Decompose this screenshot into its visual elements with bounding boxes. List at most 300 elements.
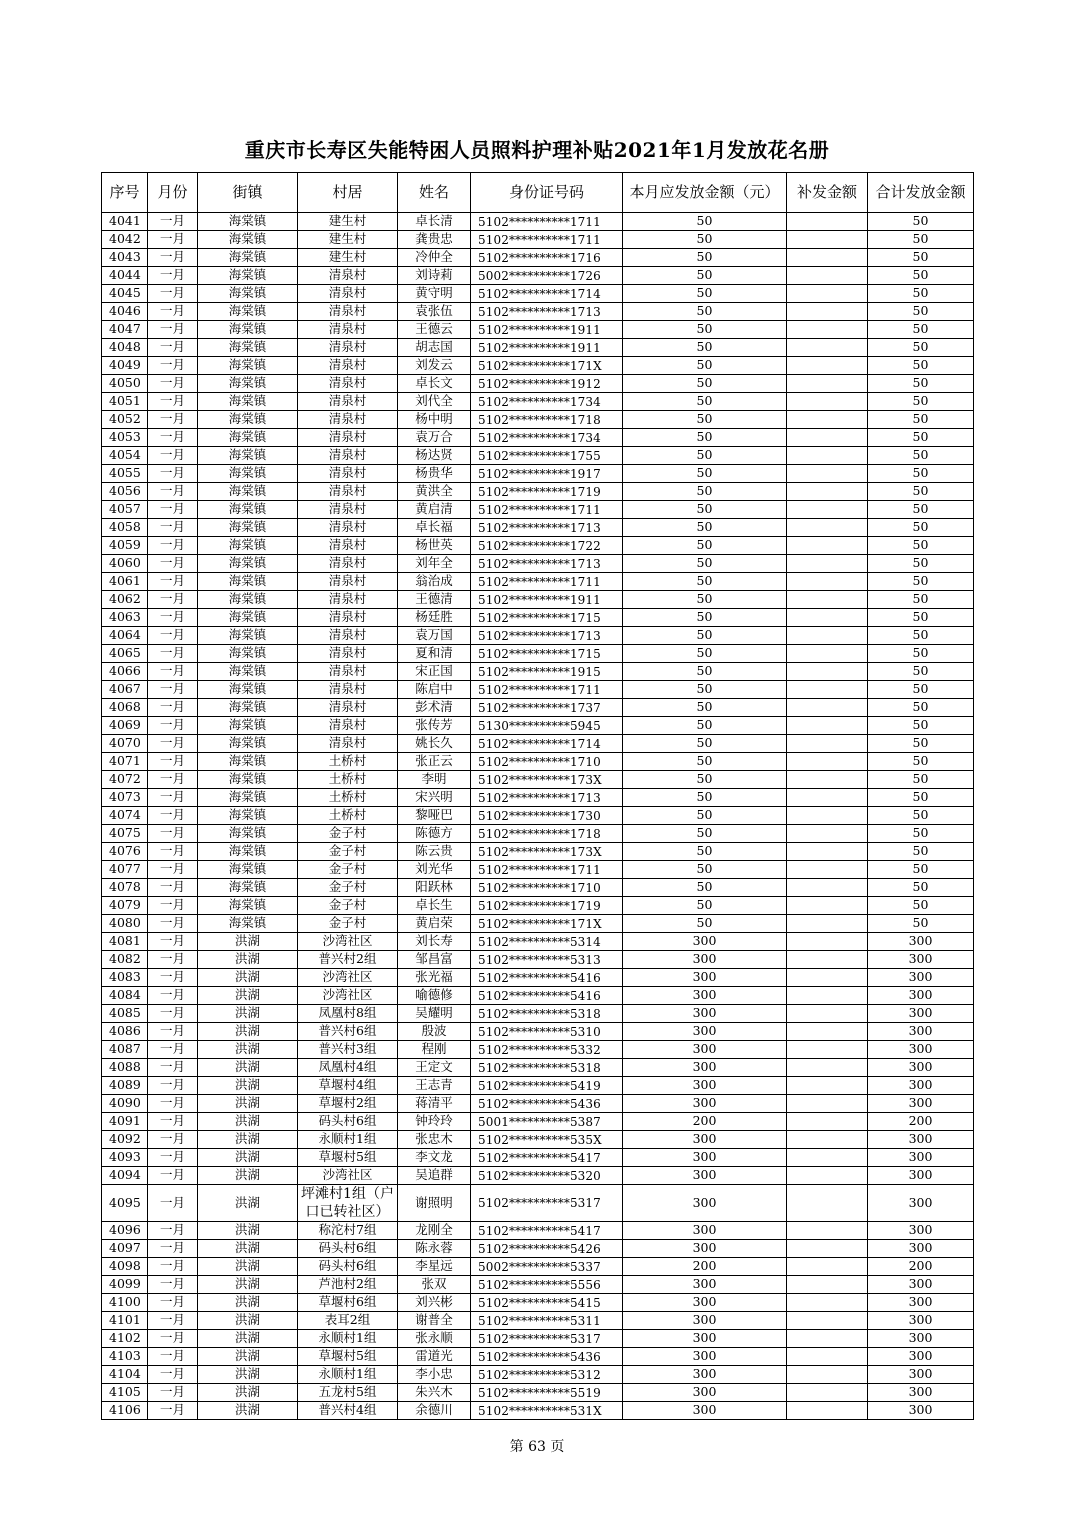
cell-total: 300 bbox=[868, 1330, 974, 1348]
cell-total: 50 bbox=[868, 213, 974, 231]
cell-back-pay bbox=[787, 843, 868, 861]
cell-seq: 4091 bbox=[102, 1113, 148, 1131]
cell-total: 300 bbox=[868, 1023, 974, 1041]
cell-total: 50 bbox=[868, 699, 974, 717]
cell-village: 清泉村 bbox=[298, 501, 398, 519]
cell-id-number: 5102**********1713 bbox=[471, 519, 623, 537]
cell-total: 300 bbox=[868, 1059, 974, 1077]
page-number: 第 63 页 bbox=[509, 1439, 565, 1455]
cell-town: 洪湖 bbox=[198, 933, 298, 951]
cell-amount-due: 300 bbox=[623, 987, 787, 1005]
header-id-number: 身份证号码 bbox=[471, 173, 623, 213]
table-row bbox=[102, 915, 974, 933]
table-row bbox=[102, 1059, 974, 1077]
table-row bbox=[102, 1240, 974, 1258]
cell-month: 一月 bbox=[148, 1330, 198, 1348]
cell-month: 一月 bbox=[148, 1222, 198, 1240]
cell-month: 一月 bbox=[148, 969, 198, 987]
cell-amount-due: 50 bbox=[623, 591, 787, 609]
cell-village: 清泉村 bbox=[298, 627, 398, 645]
cell-id-number: 5102**********173X bbox=[471, 771, 623, 789]
cell-seq: 4088 bbox=[102, 1059, 148, 1077]
cell-total: 50 bbox=[868, 393, 974, 411]
cell-amount-due: 200 bbox=[623, 1113, 787, 1131]
table-row bbox=[102, 1149, 974, 1167]
cell-total: 50 bbox=[868, 591, 974, 609]
cell-total: 300 bbox=[868, 1167, 974, 1185]
cell-month: 一月 bbox=[148, 1041, 198, 1059]
cell-back-pay bbox=[787, 339, 868, 357]
cell-seq: 4076 bbox=[102, 843, 148, 861]
cell-id-number: 5102**********1915 bbox=[471, 663, 623, 681]
cell-total: 50 bbox=[868, 537, 974, 555]
cell-name: 李小忠 bbox=[398, 1366, 471, 1384]
cell-amount-due: 50 bbox=[623, 735, 787, 753]
cell-id-number: 5102**********5332 bbox=[471, 1041, 623, 1059]
cell-name: 杨中明 bbox=[398, 411, 471, 429]
table-row bbox=[102, 213, 974, 231]
cell-month: 一月 bbox=[148, 699, 198, 717]
cell-village: 清泉村 bbox=[298, 699, 398, 717]
cell-name: 胡志国 bbox=[398, 339, 471, 357]
cell-town: 海棠镇 bbox=[198, 627, 298, 645]
cell-back-pay bbox=[787, 897, 868, 915]
cell-village: 清泉村 bbox=[298, 447, 398, 465]
cell-name: 王德云 bbox=[398, 321, 471, 339]
cell-id-number: 5102**********1917 bbox=[471, 465, 623, 483]
cell-seq: 4060 bbox=[102, 555, 148, 573]
cell-total: 50 bbox=[868, 663, 974, 681]
cell-amount-due: 50 bbox=[623, 429, 787, 447]
cell-town: 海棠镇 bbox=[198, 879, 298, 897]
cell-month: 一月 bbox=[148, 303, 198, 321]
cell-amount-due: 50 bbox=[623, 897, 787, 915]
cell-total: 50 bbox=[868, 375, 974, 393]
table-row bbox=[102, 249, 974, 267]
cell-name: 张忠木 bbox=[398, 1131, 471, 1149]
cell-town: 海棠镇 bbox=[198, 267, 298, 285]
cell-seq: 4048 bbox=[102, 339, 148, 357]
cell-month: 一月 bbox=[148, 1402, 198, 1420]
cell-town: 海棠镇 bbox=[198, 213, 298, 231]
cell-seq: 4075 bbox=[102, 825, 148, 843]
cell-id-number: 5102**********5417 bbox=[471, 1149, 623, 1167]
cell-total: 50 bbox=[868, 267, 974, 285]
cell-name: 袁万合 bbox=[398, 429, 471, 447]
cell-name: 黄启清 bbox=[398, 501, 471, 519]
cell-village: 普兴村6组 bbox=[298, 1023, 398, 1041]
cell-id-number: 5102**********5320 bbox=[471, 1167, 623, 1185]
cell-village: 清泉村 bbox=[298, 303, 398, 321]
cell-id-number: 5102**********1710 bbox=[471, 879, 623, 897]
cell-village: 草堰村5组 bbox=[298, 1149, 398, 1167]
cell-month: 一月 bbox=[148, 501, 198, 519]
cell-back-pay bbox=[787, 1312, 868, 1330]
table-row bbox=[102, 285, 974, 303]
table-row bbox=[102, 645, 974, 663]
cell-seq: 4058 bbox=[102, 519, 148, 537]
cell-seq: 4053 bbox=[102, 429, 148, 447]
cell-amount-due: 50 bbox=[623, 411, 787, 429]
cell-back-pay bbox=[787, 861, 868, 879]
cell-town: 洪湖 bbox=[198, 1059, 298, 1077]
cell-id-number: 5102**********1713 bbox=[471, 627, 623, 645]
cell-town: 洪湖 bbox=[198, 1077, 298, 1095]
cell-village: 清泉村 bbox=[298, 663, 398, 681]
cell-total: 50 bbox=[868, 501, 974, 519]
table-row bbox=[102, 789, 974, 807]
cell-id-number: 5102**********5314 bbox=[471, 933, 623, 951]
cell-name: 钟玲玲 bbox=[398, 1113, 471, 1131]
cell-month: 一月 bbox=[148, 951, 198, 969]
cell-id-number: 5102**********5318 bbox=[471, 1005, 623, 1023]
cell-amount-due: 50 bbox=[623, 717, 787, 735]
cell-total: 300 bbox=[868, 1348, 974, 1366]
cell-seq: 4047 bbox=[102, 321, 148, 339]
cell-amount-due: 50 bbox=[623, 915, 787, 933]
cell-town: 海棠镇 bbox=[198, 519, 298, 537]
cell-village: 永顺村1组 bbox=[298, 1366, 398, 1384]
cell-seq: 4105 bbox=[102, 1384, 148, 1402]
cell-month: 一月 bbox=[148, 321, 198, 339]
cell-village: 清泉村 bbox=[298, 357, 398, 375]
cell-id-number: 5102**********1911 bbox=[471, 339, 623, 357]
header-town: 街镇 bbox=[198, 173, 298, 213]
cell-total: 50 bbox=[868, 321, 974, 339]
cell-id-number: 5102**********5312 bbox=[471, 1366, 623, 1384]
cell-total: 300 bbox=[868, 1402, 974, 1420]
cell-month: 一月 bbox=[148, 429, 198, 447]
cell-month: 一月 bbox=[148, 285, 198, 303]
cell-month: 一月 bbox=[148, 1294, 198, 1312]
cell-total: 300 bbox=[868, 1240, 974, 1258]
cell-id-number: 5102**********1734 bbox=[471, 393, 623, 411]
cell-amount-due: 300 bbox=[623, 1348, 787, 1366]
table-row bbox=[102, 429, 974, 447]
cell-name: 宋正国 bbox=[398, 663, 471, 681]
cell-name: 王定文 bbox=[398, 1059, 471, 1077]
cell-name: 卓长文 bbox=[398, 375, 471, 393]
cell-month: 一月 bbox=[148, 735, 198, 753]
cell-name: 姚长久 bbox=[398, 735, 471, 753]
cell-seq: 4095 bbox=[102, 1185, 148, 1222]
cell-name: 阳跃林 bbox=[398, 879, 471, 897]
cell-town: 海棠镇 bbox=[198, 681, 298, 699]
cell-month: 一月 bbox=[148, 663, 198, 681]
cell-seq: 4062 bbox=[102, 591, 148, 609]
cell-name: 黎哑巴 bbox=[398, 807, 471, 825]
cell-month: 一月 bbox=[148, 933, 198, 951]
cell-name: 刘长寿 bbox=[398, 933, 471, 951]
cell-id-number: 5102**********1719 bbox=[471, 897, 623, 915]
cell-name: 程刚 bbox=[398, 1041, 471, 1059]
cell-total: 50 bbox=[868, 789, 974, 807]
cell-seq: 4046 bbox=[102, 303, 148, 321]
cell-amount-due: 50 bbox=[623, 285, 787, 303]
cell-total: 50 bbox=[868, 807, 974, 825]
cell-village: 码头村6组 bbox=[298, 1113, 398, 1131]
cell-amount-due: 300 bbox=[623, 1366, 787, 1384]
cell-village: 金子村 bbox=[298, 897, 398, 915]
cell-month: 一月 bbox=[148, 357, 198, 375]
cell-total: 300 bbox=[868, 987, 974, 1005]
table-row bbox=[102, 1294, 974, 1312]
cell-seq: 4054 bbox=[102, 447, 148, 465]
cell-seq: 4042 bbox=[102, 231, 148, 249]
cell-seq: 4069 bbox=[102, 717, 148, 735]
cell-id-number: 5102**********5419 bbox=[471, 1077, 623, 1095]
cell-seq: 4049 bbox=[102, 357, 148, 375]
cell-seq: 4052 bbox=[102, 411, 148, 429]
cell-town: 海棠镇 bbox=[198, 339, 298, 357]
cell-name: 夏和清 bbox=[398, 645, 471, 663]
cell-town: 海棠镇 bbox=[198, 249, 298, 267]
cell-seq: 4089 bbox=[102, 1077, 148, 1095]
cell-name: 宋兴明 bbox=[398, 789, 471, 807]
cell-seq: 4078 bbox=[102, 879, 148, 897]
cell-amount-due: 300 bbox=[623, 1095, 787, 1113]
table-row bbox=[102, 357, 974, 375]
cell-back-pay bbox=[787, 1222, 868, 1240]
cell-amount-due: 50 bbox=[623, 627, 787, 645]
table-row bbox=[102, 1167, 974, 1185]
cell-village: 凤凰村8组 bbox=[298, 1005, 398, 1023]
table-row bbox=[102, 807, 974, 825]
cell-amount-due: 300 bbox=[623, 951, 787, 969]
cell-month: 一月 bbox=[148, 1312, 198, 1330]
cell-amount-due: 50 bbox=[623, 519, 787, 537]
cell-amount-due: 50 bbox=[623, 843, 787, 861]
header-village: 村居 bbox=[298, 173, 398, 213]
cell-total: 50 bbox=[868, 915, 974, 933]
cell-village: 码头村6组 bbox=[298, 1258, 398, 1276]
cell-id-number: 5102**********1713 bbox=[471, 555, 623, 573]
cell-month: 一月 bbox=[148, 717, 198, 735]
cell-total: 200 bbox=[868, 1113, 974, 1131]
cell-month: 一月 bbox=[148, 555, 198, 573]
cell-back-pay bbox=[787, 1330, 868, 1348]
cell-id-number: 5002**********5337 bbox=[471, 1258, 623, 1276]
cell-month: 一月 bbox=[148, 789, 198, 807]
cell-month: 一月 bbox=[148, 519, 198, 537]
cell-id-number: 5102**********1711 bbox=[471, 861, 623, 879]
cell-month: 一月 bbox=[148, 231, 198, 249]
cell-name: 张正云 bbox=[398, 753, 471, 771]
cell-amount-due: 200 bbox=[623, 1258, 787, 1276]
cell-back-pay bbox=[787, 447, 868, 465]
cell-name: 陈云贵 bbox=[398, 843, 471, 861]
cell-village: 永顺村1组 bbox=[298, 1330, 398, 1348]
table-row bbox=[102, 573, 974, 591]
cell-village: 清泉村 bbox=[298, 411, 398, 429]
cell-village: 清泉村 bbox=[298, 267, 398, 285]
cell-amount-due: 50 bbox=[623, 753, 787, 771]
cell-amount-due: 300 bbox=[623, 1294, 787, 1312]
cell-total: 50 bbox=[868, 447, 974, 465]
cell-total: 50 bbox=[868, 483, 974, 501]
cell-back-pay bbox=[787, 807, 868, 825]
cell-back-pay bbox=[787, 1167, 868, 1185]
cell-amount-due: 50 bbox=[623, 447, 787, 465]
cell-back-pay bbox=[787, 1077, 868, 1095]
cell-id-number: 5102**********1722 bbox=[471, 537, 623, 555]
cell-amount-due: 50 bbox=[623, 861, 787, 879]
cell-amount-due: 50 bbox=[623, 339, 787, 357]
cell-name: 雷道光 bbox=[398, 1348, 471, 1366]
cell-total: 300 bbox=[868, 1005, 974, 1023]
table-row bbox=[102, 339, 974, 357]
cell-id-number: 5102**********5519 bbox=[471, 1384, 623, 1402]
cell-amount-due: 300 bbox=[623, 1005, 787, 1023]
cell-total: 300 bbox=[868, 1149, 974, 1167]
cell-town: 洪湖 bbox=[198, 1330, 298, 1348]
cell-name: 朱兴木 bbox=[398, 1384, 471, 1402]
cell-village: 清泉村 bbox=[298, 717, 398, 735]
cell-amount-due: 50 bbox=[623, 573, 787, 591]
cell-id-number: 5102**********1711 bbox=[471, 213, 623, 231]
cell-amount-due: 50 bbox=[623, 231, 787, 249]
cell-month: 一月 bbox=[148, 339, 198, 357]
cell-name: 龙刚全 bbox=[398, 1222, 471, 1240]
cell-total: 300 bbox=[868, 1077, 974, 1095]
cell-village: 沙湾社区 bbox=[298, 969, 398, 987]
cell-total: 300 bbox=[868, 1312, 974, 1330]
cell-name: 翁治成 bbox=[398, 573, 471, 591]
cell-id-number: 5102**********1719 bbox=[471, 483, 623, 501]
table-row bbox=[102, 717, 974, 735]
table-row bbox=[102, 825, 974, 843]
cell-town: 海棠镇 bbox=[198, 663, 298, 681]
table-row bbox=[102, 951, 974, 969]
cell-seq: 4098 bbox=[102, 1258, 148, 1276]
cell-village: 土桥村 bbox=[298, 789, 398, 807]
cell-amount-due: 50 bbox=[623, 249, 787, 267]
cell-id-number: 5102**********1714 bbox=[471, 735, 623, 753]
table-header-row bbox=[102, 173, 974, 213]
cell-back-pay bbox=[787, 771, 868, 789]
cell-town: 海棠镇 bbox=[198, 393, 298, 411]
cell-town: 海棠镇 bbox=[198, 375, 298, 393]
cell-total: 300 bbox=[868, 1185, 974, 1222]
cell-id-number: 5130**********5945 bbox=[471, 717, 623, 735]
cell-town: 海棠镇 bbox=[198, 321, 298, 339]
cell-id-number: 5102**********5416 bbox=[471, 987, 623, 1005]
cell-total: 50 bbox=[868, 627, 974, 645]
cell-amount-due: 50 bbox=[623, 303, 787, 321]
cell-village: 码头村6组 bbox=[298, 1240, 398, 1258]
cell-village: 表耳2组 bbox=[298, 1312, 398, 1330]
cell-month: 一月 bbox=[148, 537, 198, 555]
cell-id-number: 5102**********5311 bbox=[471, 1312, 623, 1330]
cell-village: 清泉村 bbox=[298, 645, 398, 663]
cell-month: 一月 bbox=[148, 1023, 198, 1041]
cell-amount-due: 300 bbox=[623, 1222, 787, 1240]
cell-seq: 4080 bbox=[102, 915, 148, 933]
table-row bbox=[102, 1005, 974, 1023]
cell-seq: 4072 bbox=[102, 771, 148, 789]
cell-back-pay bbox=[787, 555, 868, 573]
cell-town: 海棠镇 bbox=[198, 573, 298, 591]
cell-amount-due: 300 bbox=[623, 1240, 787, 1258]
cell-id-number: 5102**********1711 bbox=[471, 681, 623, 699]
cell-id-number: 5102**********5426 bbox=[471, 1240, 623, 1258]
cell-total: 50 bbox=[868, 879, 974, 897]
cell-village: 草堰村6组 bbox=[298, 1294, 398, 1312]
cell-month: 一月 bbox=[148, 627, 198, 645]
cell-month: 一月 bbox=[148, 1366, 198, 1384]
cell-name: 张传芳 bbox=[398, 717, 471, 735]
cell-back-pay bbox=[787, 1113, 868, 1131]
cell-seq: 4090 bbox=[102, 1095, 148, 1113]
cell-total: 50 bbox=[868, 771, 974, 789]
table-row bbox=[102, 1077, 974, 1095]
cell-village: 土桥村 bbox=[298, 771, 398, 789]
cell-seq: 4064 bbox=[102, 627, 148, 645]
cell-month: 一月 bbox=[148, 771, 198, 789]
cell-seq: 4070 bbox=[102, 735, 148, 753]
cell-village: 清泉村 bbox=[298, 609, 398, 627]
cell-month: 一月 bbox=[148, 1149, 198, 1167]
table-row bbox=[102, 987, 974, 1005]
table-row bbox=[102, 735, 974, 753]
cell-month: 一月 bbox=[148, 1005, 198, 1023]
cell-month: 一月 bbox=[148, 807, 198, 825]
cell-name: 袁张伍 bbox=[398, 303, 471, 321]
cell-name: 吴耀明 bbox=[398, 1005, 471, 1023]
cell-village: 清泉村 bbox=[298, 429, 398, 447]
cell-id-number: 5102**********531X bbox=[471, 1402, 623, 1420]
cell-village: 普兴村2组 bbox=[298, 951, 398, 969]
cell-back-pay bbox=[787, 789, 868, 807]
cell-seq: 4102 bbox=[102, 1330, 148, 1348]
cell-amount-due: 300 bbox=[623, 969, 787, 987]
cell-name: 李星远 bbox=[398, 1258, 471, 1276]
cell-back-pay bbox=[787, 1131, 868, 1149]
cell-town: 海棠镇 bbox=[198, 825, 298, 843]
cell-town: 洪湖 bbox=[198, 1312, 298, 1330]
cell-village: 清泉村 bbox=[298, 465, 398, 483]
cell-town: 海棠镇 bbox=[198, 555, 298, 573]
cell-total: 200 bbox=[868, 1258, 974, 1276]
cell-back-pay bbox=[787, 753, 868, 771]
cell-amount-due: 300 bbox=[623, 1131, 787, 1149]
cell-village: 建生村 bbox=[298, 249, 398, 267]
cell-village: 永顺村1组 bbox=[298, 1131, 398, 1149]
cell-village: 沙湾社区 bbox=[298, 987, 398, 1005]
cell-back-pay bbox=[787, 663, 868, 681]
cell-back-pay bbox=[787, 627, 868, 645]
cell-seq: 4050 bbox=[102, 375, 148, 393]
cell-back-pay bbox=[787, 285, 868, 303]
cell-month: 一月 bbox=[148, 393, 198, 411]
cell-month: 一月 bbox=[148, 1059, 198, 1077]
cell-month: 一月 bbox=[148, 1077, 198, 1095]
cell-amount-due: 50 bbox=[623, 537, 787, 555]
header-amount-due: 本月应发放金额（元） bbox=[623, 173, 787, 213]
cell-back-pay bbox=[787, 717, 868, 735]
cell-total: 50 bbox=[868, 339, 974, 357]
cell-town: 洪湖 bbox=[198, 1023, 298, 1041]
cell-name: 谢照明 bbox=[398, 1185, 471, 1222]
cell-back-pay bbox=[787, 1005, 868, 1023]
cell-seq: 4100 bbox=[102, 1294, 148, 1312]
cell-total: 50 bbox=[868, 465, 974, 483]
table-row bbox=[102, 897, 974, 915]
cell-back-pay bbox=[787, 1402, 868, 1420]
cell-month: 一月 bbox=[148, 1276, 198, 1294]
cell-id-number: 5102**********5318 bbox=[471, 1059, 623, 1077]
cell-back-pay bbox=[787, 1023, 868, 1041]
